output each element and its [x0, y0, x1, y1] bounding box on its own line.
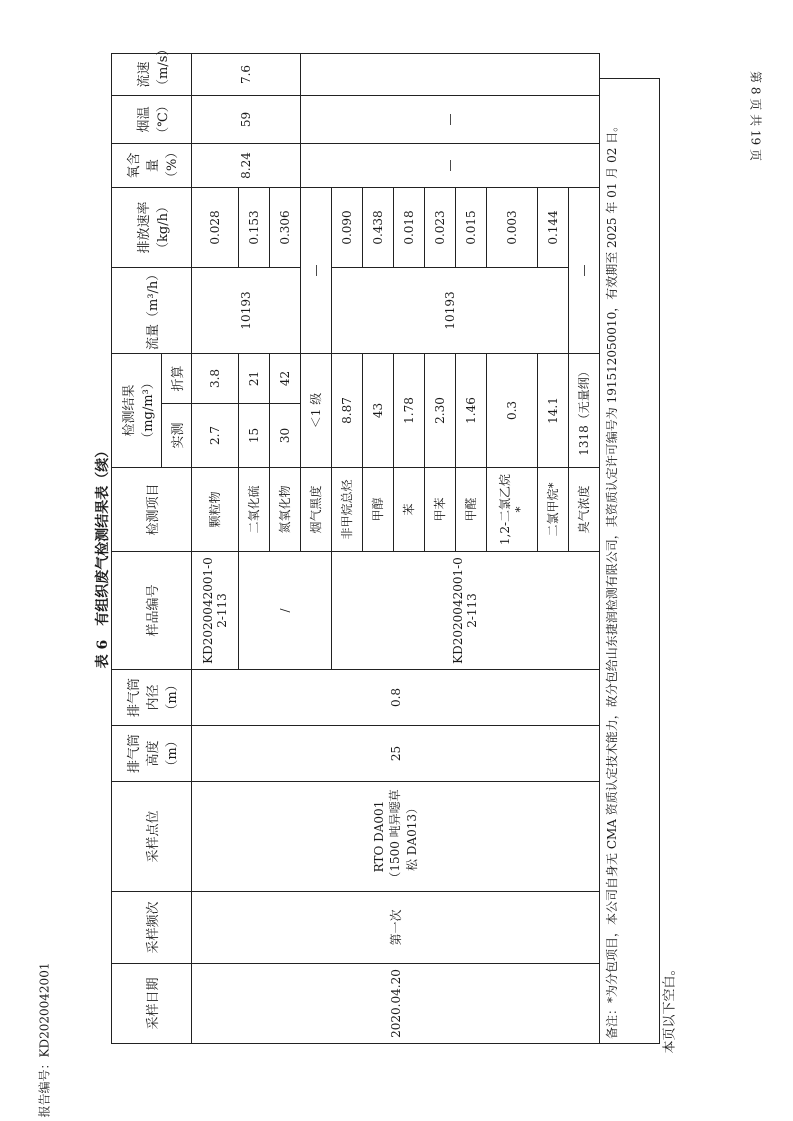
table-row-rate: 0.306 — [269, 187, 300, 267]
table-row-item: 烟气黑度 — [300, 468, 331, 552]
col-flow: 流量（m³/h） — [112, 267, 192, 353]
col-result: 检测结果（mg/m³） — [112, 353, 162, 467]
cell-flow-dash: — — [300, 187, 331, 353]
col-freq: 采样频次 — [112, 892, 192, 964]
col-height: 排气筒高度（m） — [112, 726, 192, 782]
table-row-converted: 21 — [238, 353, 269, 403]
cell-sample-no-2: KD2020042001-02-113 — [331, 552, 599, 670]
table-row-measured: 1318（无量纲） — [568, 353, 599, 467]
footnote: 备注：*为分包项目，本公司自身无 CMA 资质认定技术能力，故分包给山东捷润检测有限公司，其资质认定许可编号为 191512050010，有效期至 2025 年 01 月 02 日。 — [600, 78, 660, 1044]
cell-flow-2: 10193 — [331, 267, 568, 353]
table-row-rate: 0.438 — [362, 187, 393, 267]
table-row-measured: 15 — [238, 404, 269, 468]
cell-temp-dash: — — [300, 95, 599, 143]
end-note: 本页以下空白。 — [662, 962, 678, 1054]
table-row-converted: 3.8 — [192, 353, 239, 403]
table-row-measured: 8.87 — [331, 353, 362, 467]
table-row-rate: 0.023 — [424, 187, 455, 267]
table-row-rate: 0.144 — [537, 187, 568, 267]
table-title: 表 6 有组织废气检测结果表（续） — [95, 443, 111, 669]
col-date: 采样日期 — [112, 964, 192, 1044]
table-row-measured: 1.46 — [455, 353, 486, 467]
col-rate: 排放速率（kg/h） — [112, 187, 192, 267]
table-row-item: 非甲烷总烃 — [331, 468, 362, 552]
table-row-rate: 0.015 — [455, 187, 486, 267]
cell-point: RTO DA001（1500 吨异噁草松 DA013） — [192, 782, 600, 892]
table-row-item: 甲苯 — [424, 468, 455, 552]
col-item: 检测项目 — [112, 468, 192, 552]
cell-velocity: 7.6 — [192, 53, 301, 95]
table-row-rate: 0.090 — [331, 187, 362, 267]
table-row-converted: 42 — [269, 353, 300, 403]
footnote-container — [600, 78, 660, 1044]
table-row-rate: 0.003 — [486, 187, 537, 267]
col-result-measured: 实测 — [162, 404, 192, 468]
col-point: 采样点位 — [112, 782, 192, 892]
table-row-rate: 0.153 — [238, 187, 269, 267]
col-velocity: 流速（m/s） — [112, 53, 192, 95]
cell-date: 2020.04.20 — [192, 964, 600, 1044]
table-row-item: 甲醛 — [455, 468, 486, 552]
results-table — [111, 42, 600, 1044]
table-row-measured: 0.3 — [486, 353, 537, 467]
table-row-measured: ＜1 级 — [300, 353, 331, 467]
cell-oxygen-dash: — — [300, 143, 599, 187]
cell-velocity-empty — [300, 53, 599, 95]
table-row-item: 二氯甲烷* — [537, 468, 568, 552]
col-diameter: 排气筒内径（m） — [112, 670, 192, 726]
table-row-rate: — — [568, 187, 599, 353]
table-row-rate: 0.028 — [192, 187, 239, 267]
cell-diameter: 0.8 — [192, 670, 600, 726]
table-row-item: 甲醇 — [362, 468, 393, 552]
table-row-measured: 2.7 — [192, 404, 239, 468]
col-temp: 烟温（℃） — [112, 95, 192, 143]
table-row-item: 颗粒物 — [192, 468, 239, 552]
table-row-item: 苯 — [393, 468, 424, 552]
table-row-measured: 14.1 — [537, 353, 568, 467]
report-number: 报告编号：KD2020042001 — [37, 962, 52, 1118]
col-result-converted: 折算 — [162, 353, 192, 403]
table-row-rate: 0.018 — [393, 187, 424, 267]
table-row-item: 臭气浓度 — [568, 468, 599, 552]
table-row-item: 1,2-二氯乙烷* — [486, 468, 537, 552]
cell-sample-no-1: KD2020042001-02-113 — [192, 552, 239, 670]
cell-oxygen: 8.24 — [192, 143, 301, 187]
cell-height: 25 — [192, 726, 600, 782]
page-number: 第 8 页 共 19 页 — [748, 71, 763, 161]
col-oxygen: 氧含量（%） — [112, 143, 192, 187]
table-row-item: 氮氧化物 — [269, 468, 300, 552]
table-row-measured: 1.78 — [393, 353, 424, 467]
results-table-container — [111, 42, 600, 1044]
table-row-measured: 30 — [269, 404, 300, 468]
table-row-item: 二氧化硫 — [238, 468, 269, 552]
cell-sample-no-slash: / — [238, 552, 331, 670]
table-row-measured: 2.30 — [424, 353, 455, 467]
cell-temp: 59 — [192, 95, 301, 143]
col-sample-no: 样品编号 — [112, 552, 192, 670]
cell-freq: 第一次 — [192, 892, 600, 964]
table-row-measured: 43 — [362, 353, 393, 467]
cell-flow-1: 10193 — [192, 267, 301, 353]
